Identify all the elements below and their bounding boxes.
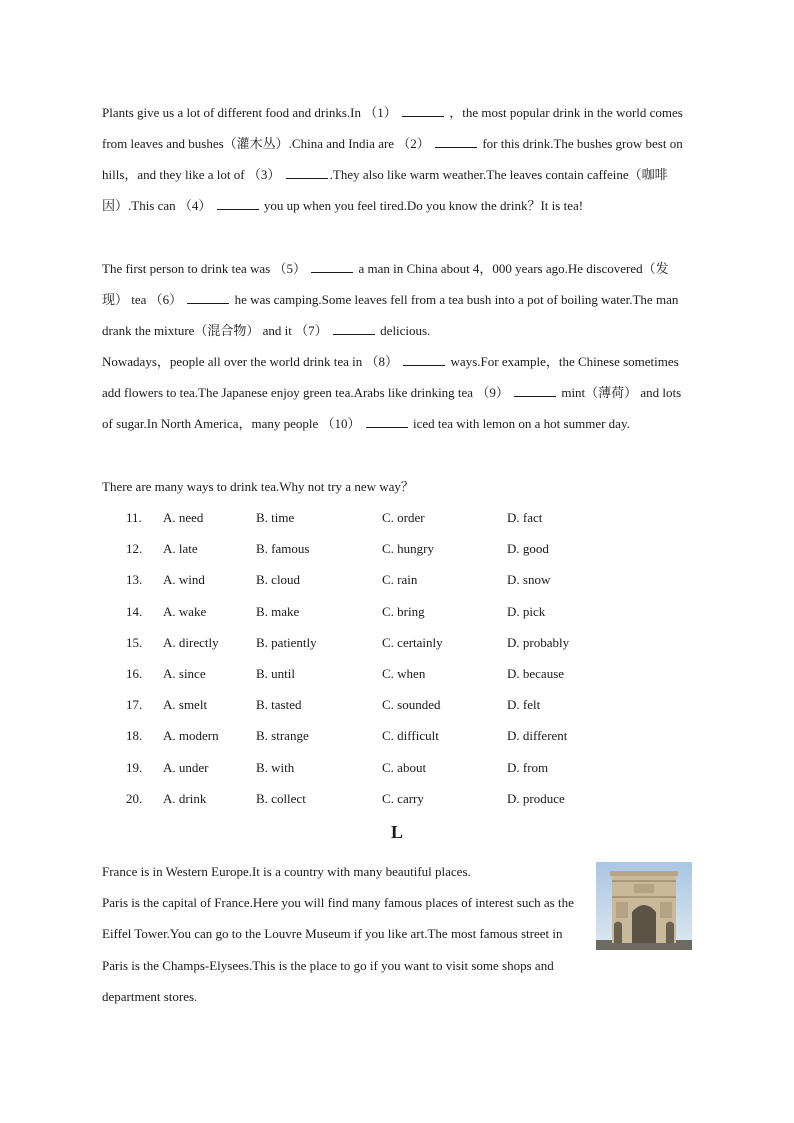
text: delicious. [380, 323, 431, 338]
option-d[interactable]: D. snow [507, 572, 551, 588]
question-number: 19. [126, 759, 143, 775]
option-b[interactable]: B. tasted [256, 697, 302, 713]
option-d[interactable]: D. from [507, 759, 549, 775]
paragraph-4: There are many ways to drink tea.Why not try a new way？ [102, 479, 414, 494]
text: The first person to drink tea was （5） [102, 261, 306, 276]
option-d[interactable]: D. good [507, 541, 549, 557]
text: he was camping.Some leaves fell from a tea bush into a pot of boiling water.The man drank the mixture（混合物） and it （7） [102, 292, 679, 338]
option-b[interactable]: B. strange [256, 728, 309, 744]
blank-5[interactable] [311, 260, 353, 273]
blank-8[interactable] [403, 353, 445, 366]
option-b[interactable]: B. until [256, 665, 296, 681]
question-number: 16. [126, 665, 143, 681]
text: mint（薄荷） and lots of sugar.In North America，many people （10） [102, 385, 682, 431]
text: ，the most popular drink in the world comes from leaves and bushes（灌木丛）.China and India are （2） [102, 105, 683, 151]
option-b[interactable]: B. patiently [256, 634, 317, 650]
option-row-17 [126, 689, 666, 720]
text: a man in China about 4，000 years ago.He discovered（发现） tea （6） [102, 261, 669, 307]
option-c[interactable]: C. rain [382, 572, 418, 588]
section-title: L [390, 822, 403, 842]
answer-options [126, 502, 666, 814]
option-d[interactable]: D. fact [507, 510, 543, 525]
option-d[interactable]: D. produce [507, 790, 565, 806]
question-number: 17. [126, 697, 143, 713]
option-row-20 [126, 783, 666, 814]
option-a[interactable]: A. since [163, 665, 206, 681]
text: .They also like warm weather.The leaves contain caffeine（咖啡因）.This can （4） [102, 167, 668, 213]
option-d[interactable]: D. felt [507, 697, 541, 713]
option-c[interactable]: C. difficult [382, 728, 439, 744]
option-row-15 [126, 627, 666, 658]
paragraph-2 [102, 253, 694, 346]
blank-3[interactable] [286, 166, 328, 179]
text: ways.For example，the Chinese sometimes add flowers to tea.The Japanese enjoy green tea.Arabs like drinking tea （9） [102, 354, 679, 400]
france-passage [102, 856, 580, 1012]
option-c[interactable]: C. bring [382, 603, 425, 619]
paragraph-3 [102, 346, 694, 439]
question-number: 20. [126, 790, 143, 806]
text: Plants give us a lot of different food and drinks.In （1） [102, 105, 397, 120]
france-paragraph-1: France is in Western Europe.It is a country with many beautiful places. [102, 864, 471, 879]
france-paragraph-2: Paris is the capital of France.Here you will find many famous places of interest such as the Eiffel Tower.You can go to the Louvre Museum if you like art.The most famous street in Paris is the Champs-Elysees.This is the place to go if you want to visit some shops and department stores. [102, 895, 574, 1004]
option-b[interactable]: B. famous [256, 541, 310, 557]
option-d[interactable]: D. because [507, 665, 565, 681]
option-a[interactable]: A. under [163, 759, 209, 775]
option-a[interactable]: A. directly [163, 634, 219, 650]
blank-4[interactable] [217, 197, 259, 210]
question-number: 18. [126, 728, 143, 744]
option-c[interactable]: C. hungry [382, 541, 434, 557]
option-a[interactable]: A. need [163, 510, 204, 525]
option-d[interactable]: D. different [507, 728, 568, 744]
question-number: 12. [126, 541, 143, 557]
option-c[interactable]: C. carry [382, 790, 424, 806]
text: iced tea with lemon on a hot summer day. [413, 416, 630, 431]
option-b[interactable]: B. cloud [256, 572, 301, 588]
option-row-16 [126, 658, 666, 689]
option-b[interactable]: B. time [256, 510, 295, 525]
option-c[interactable]: C. about [382, 759, 427, 775]
option-d[interactable]: D. probably [507, 634, 570, 650]
option-a[interactable]: A. drink [163, 790, 207, 806]
option-a[interactable]: A. wake [163, 603, 207, 619]
option-c[interactable]: C. order [382, 510, 425, 525]
option-b[interactable]: B. make [256, 603, 300, 619]
option-a[interactable]: A. wind [163, 572, 205, 588]
text: Nowadays，people all over the world drink tea in （8） [102, 354, 399, 369]
option-a[interactable]: A. late [163, 541, 198, 557]
blank-6[interactable] [187, 291, 229, 304]
blank-7[interactable] [333, 322, 375, 335]
option-b[interactable]: B. collect [256, 790, 306, 806]
option-row-12 [126, 533, 666, 564]
option-d[interactable]: D. pick [507, 603, 546, 619]
blank-10[interactable] [366, 415, 408, 428]
option-c[interactable]: C. when [382, 665, 426, 681]
option-row-18 [126, 720, 666, 751]
option-a[interactable]: A. modern [163, 728, 219, 744]
question-number: 15. [126, 634, 143, 650]
option-c[interactable]: C. certainly [382, 634, 443, 650]
option-c[interactable]: C. sounded [382, 697, 441, 713]
text: you up when you feel tired.Do you know the drink？It is tea! [263, 198, 584, 213]
option-row-14 [126, 596, 666, 627]
blank-2[interactable] [435, 135, 477, 148]
option-a[interactable]: A. smelt [163, 697, 208, 713]
option-row-13 [126, 564, 666, 595]
blank-9[interactable] [514, 384, 556, 397]
question-number: 14. [126, 603, 143, 619]
option-b[interactable]: B. with [256, 759, 295, 775]
arc-de-triomphe-photo [596, 862, 692, 950]
question-number: 11. [126, 510, 142, 525]
option-row-19 [126, 752, 666, 783]
paragraph-1 [102, 97, 694, 221]
blank-1[interactable] [402, 104, 444, 117]
option-row-11 [126, 502, 666, 533]
question-number: 13. [126, 572, 143, 588]
text: for this drink.The bushes grow best on hills，and they like a lot of （3） [102, 136, 683, 182]
